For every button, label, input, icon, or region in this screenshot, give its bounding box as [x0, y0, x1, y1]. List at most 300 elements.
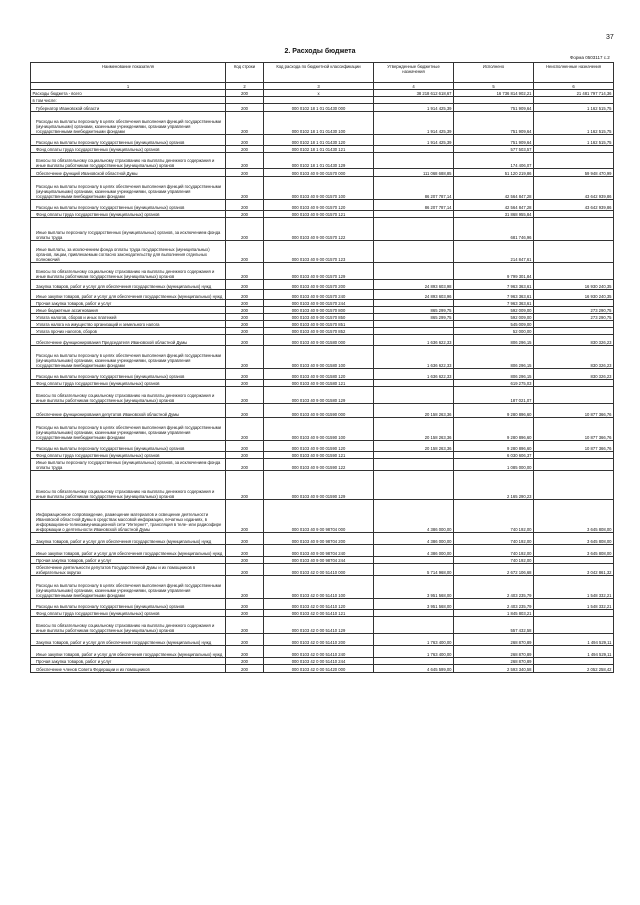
page-number: 37: [606, 34, 614, 41]
row-remaining: 3 645 808,00: [534, 533, 614, 545]
row-approved: [374, 658, 454, 665]
row-approved: 86 207 787,14: [374, 177, 454, 200]
col-number: 2: [226, 83, 264, 90]
row-budget-code: 000 0103 40 9 00 01580 100: [264, 346, 374, 369]
row-line-code: 200: [226, 290, 264, 300]
table-row: [31, 177, 614, 200]
row-line-code: 200: [226, 658, 264, 665]
row-approved: 1 636 622,33: [374, 346, 454, 369]
row-executed: 557 432,58: [454, 617, 534, 634]
row-executed: 7 963 363,61: [454, 290, 534, 300]
row-line-code: 200: [226, 335, 264, 346]
row-approved: 20 158 263,36: [374, 418, 454, 441]
row-executed: 740 192,00: [454, 557, 534, 564]
row-approved: [374, 211, 454, 218]
table-row: [31, 321, 614, 328]
row-budget-code: 000 0102 18 1 01 01430 129: [264, 153, 374, 169]
row-line-code: 200: [226, 314, 264, 321]
row-executed: 16 736 814 902,21: [454, 90, 534, 97]
row-approved: 24 893 603,98: [374, 280, 454, 290]
row-executed: 751 909,64: [454, 104, 534, 112]
row-remaining: [534, 471, 614, 500]
row-executed: 31 868 955,84: [454, 211, 534, 218]
row-remaining: 1 548 332,21: [534, 576, 614, 599]
row-name: в том числе:: [31, 97, 226, 104]
row-budget-code: 000 0103 40 9 00 98704 244: [264, 557, 374, 564]
row-remaining: 43 642 939,86: [534, 177, 614, 200]
row-remaining: 10 877 366,76: [534, 441, 614, 452]
row-approved: 4 645 599,00: [374, 665, 454, 673]
header-line-code: Код строки: [226, 63, 264, 83]
row-approved: [374, 97, 454, 104]
row-remaining: 43 642 939,86: [534, 200, 614, 211]
row-line-code: 200: [226, 533, 264, 545]
row-name: Иные бюджетные ассигнования: [31, 307, 226, 314]
row-budget-code: 000 0103 42 0 00 51410 000: [264, 564, 374, 576]
row-name: Обеспечение функционирования депутатов Ивановской областной Думы: [31, 404, 226, 418]
row-budget-code: 000 0103 40 9 00 01590 100: [264, 418, 374, 441]
row-approved: 4 386 000,00: [374, 500, 454, 533]
row-approved: 20 158 263,36: [374, 441, 454, 452]
row-line-code: 200: [226, 380, 264, 387]
row-line-code: 200: [226, 471, 264, 500]
row-line-code: 200: [226, 610, 264, 617]
table-row: [31, 307, 614, 314]
row-budget-code: 000 0103 40 9 00 01570 851: [264, 321, 374, 328]
row-line-code: 200: [226, 387, 264, 404]
row-approved: 4 386 000,00: [374, 545, 454, 557]
row-name: Обеспечение функций Ивановской областной Думы: [31, 169, 226, 177]
row-approved: 1 636 622,33: [374, 369, 454, 380]
row-line-code: 200: [226, 146, 264, 153]
row-approved: [374, 610, 454, 617]
row-line-code: 200: [226, 369, 264, 380]
row-approved: 38 218 612 618,67: [374, 90, 454, 97]
row-executed: 545 009,00: [454, 321, 534, 328]
row-name: Расходы на выплаты персоналу государственных (муниципальных) органов: [31, 369, 226, 380]
row-remaining: 10 877 366,76: [534, 418, 614, 441]
table-row: [31, 135, 614, 146]
row-budget-code: 000 0103 40 9 00 01590 129: [264, 471, 374, 500]
row-executed: 6 030 606,37: [454, 452, 534, 459]
row-executed: 174 406,07: [454, 153, 534, 169]
row-executed: 619 275,03: [454, 380, 534, 387]
row-remaining: [534, 658, 614, 665]
row-executed: 592 009,00: [454, 307, 534, 314]
table-row: [31, 658, 614, 665]
row-remaining: 16 930 240,35: [534, 290, 614, 300]
row-remaining: [534, 387, 614, 404]
table-row: [31, 646, 614, 658]
row-line-code: 200: [226, 263, 264, 280]
row-remaining: 1 162 515,75: [534, 112, 614, 135]
row-line-code: 200: [226, 200, 264, 211]
row-line-code: 200: [226, 634, 264, 646]
row-executed: 2 672 106,68: [454, 564, 534, 576]
row-executed: 806 296,15: [454, 369, 534, 380]
row-name: Взносы по обязательному социальному страхованию на выплаты денежного содержания и иные выплаты работникам государственных (муниципальных) органов: [31, 617, 226, 634]
row-budget-code: 000 0103 40 9 00 01570 800: [264, 307, 374, 314]
row-line-code: 200: [226, 404, 264, 418]
row-remaining: [534, 211, 614, 218]
row-line-code: 200: [226, 328, 264, 335]
row-line-code: 200: [226, 241, 264, 263]
row-name: Обеспечение деятельности депутатов Государственной Думы и их помощников в избирательных округах: [31, 564, 226, 576]
row-remaining: [534, 328, 614, 335]
row-remaining: 1 162 515,75: [534, 135, 614, 146]
row-executed: 1 085 000,00: [454, 459, 534, 471]
table-row: [31, 459, 614, 471]
row-budget-code: 000 0103 40 9 00 01570 121: [264, 211, 374, 218]
table-row: [31, 500, 614, 533]
row-approved: [374, 146, 454, 153]
row-line-code: 200: [226, 500, 264, 533]
row-budget-code: 000 0103 40 9 00 01580 121: [264, 380, 374, 387]
row-line-code: 200: [226, 177, 264, 200]
row-budget-code: 000 0103 40 9 00 01590 122: [264, 459, 374, 471]
row-line-code: [226, 97, 264, 104]
row-remaining: [534, 321, 614, 328]
table-row: [31, 346, 614, 369]
row-name: Губернатор Ивановской области: [31, 104, 226, 112]
row-line-code: 200: [226, 557, 264, 564]
row-name: Расходы на выплаты персоналу государственных (муниципальных) органов: [31, 441, 226, 452]
row-remaining: 273 290,75: [534, 314, 614, 321]
row-name: Расходы на выплаты персоналу в целях обеспечения выполнения функций государственными (муниципальными) органами, казенными учреждениями, органами управления государственными внебюджетными фондами: [31, 418, 226, 441]
row-name: Уплата налогов, сборов и иных платежей: [31, 314, 226, 321]
row-name: Иные выплаты персоналу государственных (муниципальных) органов, за исключением фонда оплаты труда: [31, 218, 226, 241]
row-name: Взносы по обязательному социальному страхованию на выплаты денежного содержания и иные выплаты работникам государственных (муниципальных) органов: [31, 153, 226, 169]
table-row: [31, 634, 614, 646]
table-row: [31, 328, 614, 335]
row-executed: 751 909,64: [454, 135, 534, 146]
row-budget-code: 000 0103 40 9 00 98704 000: [264, 500, 374, 533]
row-line-code: 200: [226, 307, 264, 314]
row-budget-code: 000 0103 40 9 00 98704 200: [264, 533, 374, 545]
row-remaining: [534, 97, 614, 104]
col-number: 5: [454, 83, 534, 90]
row-executed: 1 845 803,21: [454, 610, 534, 617]
row-line-code: 200: [226, 90, 264, 97]
table-row: [31, 369, 614, 380]
row-budget-code: 000 0103 40 9 00 98704 240: [264, 545, 374, 557]
row-approved: [374, 617, 454, 634]
row-executed: 740 192,00: [454, 500, 534, 533]
row-name: Прочая закупка товаров, работ и услуг: [31, 658, 226, 665]
row-approved: [374, 380, 454, 387]
row-remaining: 59 948 470,99: [534, 169, 614, 177]
row-approved: [374, 328, 454, 335]
row-name: Расходы на выплаты персоналу государственных (муниципальных) органов: [31, 200, 226, 211]
row-executed: 2 165 290,23: [454, 471, 534, 500]
row-name: Информационное сопровождение, размещение материалов и освещение деятельности Ивановской областной Думы в средствах массовой информации, печатных изданиях, в информационно-телекоммуникационной сети "Интернет", трансляция в теле- или радиоэфире информации о деятельности Ивановской областной Думы: [31, 500, 226, 533]
row-remaining: [534, 557, 614, 564]
row-line-code: 200: [226, 646, 264, 658]
row-remaining: 273 290,75: [534, 307, 614, 314]
table-row: [31, 452, 614, 459]
row-name: Закупка товаров, работ и услуг для обеспечения государственных (муниципальных) нужд: [31, 634, 226, 646]
table-row: [31, 146, 614, 153]
row-executed: [454, 97, 534, 104]
row-budget-code: 000 0103 40 9 00 01570 122: [264, 218, 374, 241]
row-budget-code: 000 0103 42 0 00 51410 244: [264, 658, 374, 665]
row-name: Иные закупки товаров, работ и услуг для обеспечения государственных (муниципальных) нужд: [31, 646, 226, 658]
row-line-code: 200: [226, 617, 264, 634]
row-executed: 268 870,89: [454, 646, 534, 658]
row-line-code: 200: [226, 211, 264, 218]
header-name: Наименование показателя: [31, 63, 226, 83]
row-name: Фонд оплаты труда государственных (муниципальных) органов: [31, 452, 226, 459]
row-executed: 577 503,57: [454, 146, 534, 153]
row-executed: 740 192,00: [454, 533, 534, 545]
row-executed: 9 280 896,60: [454, 418, 534, 441]
table-row: [31, 380, 614, 387]
row-name: Расходы на выплаты персоналу в целях обеспечения выполнения функций государственными (муниципальными) органами, казенными учреждениями, органами управления государственными внебюджетными фондами: [31, 177, 226, 200]
table-row: [31, 599, 614, 610]
col-number: 6: [534, 83, 614, 90]
row-name: Расходы на выплаты персоналу в целях обеспечения выполнения функций государственными (муниципальными) органами, казенными учреждениями, органами управления государственными внебюджетными фондами: [31, 576, 226, 599]
row-executed: 7 963 363,61: [454, 300, 534, 307]
row-approved: [374, 459, 454, 471]
row-budget-code: 000 0103 42 0 00 51410 240: [264, 646, 374, 658]
table-row: [31, 314, 614, 321]
row-approved: [374, 153, 454, 169]
row-executed: 806 296,15: [454, 346, 534, 369]
row-approved: 1 763 400,00: [374, 646, 454, 658]
table-row: [31, 665, 614, 673]
row-budget-code: 000 0103 40 9 00 01580 129: [264, 387, 374, 404]
row-executed: 2 403 235,79: [454, 599, 534, 610]
row-budget-code: 000 0103 40 9 00 01590 121: [264, 452, 374, 459]
row-approved: 1 636 622,33: [374, 335, 454, 346]
row-line-code: 200: [226, 545, 264, 557]
row-budget-code: 000 0103 40 9 00 01570 120: [264, 200, 374, 211]
row-name: Расходы на выплаты персоналу государственных (муниципальных) органов: [31, 599, 226, 610]
row-name: Иные выплаты, за исключением фонда оплаты труда государственных (муниципальных) органов, лицам, привлекаемым согласно законодательству для выполнения отдельных полномочий: [31, 241, 226, 263]
row-approved: 5 714 968,00: [374, 564, 454, 576]
row-name: Иные закупки товаров, работ и услуг для обеспечения государственных (муниципальных) нужд: [31, 290, 226, 300]
row-remaining: 830 326,23: [534, 369, 614, 380]
row-approved: 865 299,75: [374, 314, 454, 321]
row-approved: [374, 452, 454, 459]
row-name: Фонд оплаты труда государственных (муниципальных) органов: [31, 146, 226, 153]
row-executed: 187 021,07: [454, 387, 534, 404]
table-row: [31, 335, 614, 346]
row-remaining: 1 494 529,11: [534, 634, 614, 646]
row-approved: 111 068 688,85: [374, 169, 454, 177]
row-remaining: 3 645 808,00: [534, 545, 614, 557]
row-approved: [374, 557, 454, 564]
table-row: [31, 90, 614, 97]
row-name: Расходы бюджета - всего: [31, 90, 226, 97]
table-row: [31, 387, 614, 404]
row-approved: 1 914 425,39: [374, 104, 454, 112]
row-budget-code: 000 0103 40 9 00 01570 244: [264, 300, 374, 307]
col-number: 3: [264, 83, 374, 90]
row-remaining: [534, 459, 614, 471]
row-approved: [374, 300, 454, 307]
row-line-code: 200: [226, 346, 264, 369]
row-name: Взносы по обязательному социальному страхованию на выплаты денежного содержания и иные выплаты работникам государственных (муниципальных) органов: [31, 387, 226, 404]
row-name: Расходы на выплаты персоналу государственных (муниципальных) органов: [31, 135, 226, 146]
row-line-code: 200: [226, 321, 264, 328]
table-row: [31, 404, 614, 418]
row-name: Уплата налога на имущество организаций и земельного налога: [31, 321, 226, 328]
row-line-code: 200: [226, 576, 264, 599]
row-remaining: 16 930 240,35: [534, 280, 614, 290]
row-line-code: 200: [226, 153, 264, 169]
table-row: [31, 241, 614, 263]
row-line-code: 200: [226, 218, 264, 241]
row-remaining: 1 162 515,75: [534, 104, 614, 112]
table-row: [31, 200, 614, 211]
row-name: Иные закупки товаров, работ и услуг для обеспечения государственных (муниципальных) нужд: [31, 545, 226, 557]
table-row: [31, 153, 614, 169]
row-remaining: [534, 300, 614, 307]
row-approved: 4 386 000,00: [374, 533, 454, 545]
row-approved: 1 763 400,00: [374, 634, 454, 646]
row-line-code: 200: [226, 112, 264, 135]
row-approved: 3 951 568,00: [374, 599, 454, 610]
row-executed: 7 963 363,61: [454, 280, 534, 290]
row-budget-code: 000 0103 42 0 00 51420 000: [264, 665, 374, 673]
row-name: Прочая закупка товаров, работ и услуг: [31, 557, 226, 564]
header-executed: Исполнено: [454, 63, 534, 83]
row-remaining: [534, 146, 614, 153]
row-budget-code: 000 0102 18 1 01 01430 121: [264, 146, 374, 153]
row-name: Закупка товаров, работ и услуг для обеспечения государственных (муниципальных) нужд: [31, 533, 226, 545]
row-remaining: [534, 218, 614, 241]
row-line-code: 200: [226, 104, 264, 112]
expenses-table: [30, 62, 614, 673]
row-budget-code: 000 0102 18 1 01 01430 100: [264, 112, 374, 135]
row-executed: 740 192,00: [454, 545, 534, 557]
header-remaining: Неисполненные назначения: [534, 63, 614, 83]
row-budget-code: 000 0103 40 9 00 01570 850: [264, 314, 374, 321]
table-row: [31, 545, 614, 557]
row-budget-code: 000 0103 42 0 00 51410 200: [264, 634, 374, 646]
row-executed: 592 009,00: [454, 314, 534, 321]
row-approved: [374, 321, 454, 328]
form-code: Форма 0503117 с.2: [570, 55, 610, 60]
row-name: Фонд оплаты труда государственных (муниципальных) органов: [31, 380, 226, 387]
row-approved: [374, 218, 454, 241]
row-executed: 42 564 847,28: [454, 200, 534, 211]
row-name: Обеспечение функционирования Председателя Ивановской областной Думы: [31, 335, 226, 346]
row-line-code: 200: [226, 135, 264, 146]
row-approved: 1 914 425,39: [374, 112, 454, 135]
row-remaining: 2 052 258,42: [534, 665, 614, 673]
row-remaining: 830 326,23: [534, 346, 614, 369]
table-row: [31, 218, 614, 241]
row-name: Расходы на выплаты персоналу в целях обеспечения выполнения функций государственными (муниципальными) органами, казенными учреждениями, органами управления государственными внебюджетными фондами: [31, 112, 226, 135]
table-row: [31, 280, 614, 290]
row-budget-code: 000 0103 40 9 00 01570 000: [264, 169, 374, 177]
table-row: [31, 169, 614, 177]
row-line-code: 200: [226, 418, 264, 441]
row-budget-code: 000 0103 40 9 00 01570 240: [264, 290, 374, 300]
row-budget-code: 000 0103 42 0 00 51410 121: [264, 610, 374, 617]
row-line-code: 200: [226, 441, 264, 452]
row-line-code: 200: [226, 564, 264, 576]
row-name: Обеспечение членов Совета Федерации и их помощников: [31, 665, 226, 673]
row-name: Иные выплаты персоналу государственных (муниципальных) органов, за исключением фонда оплаты труда: [31, 459, 226, 471]
table-row: [31, 104, 614, 112]
header-budget-code: Код расхода по бюджетной классификации: [264, 63, 374, 83]
row-line-code: 200: [226, 665, 264, 673]
row-executed: 214 847,61: [454, 241, 534, 263]
row-approved: 865 299,75: [374, 307, 454, 314]
row-executed: 268 870,89: [454, 658, 534, 665]
row-remaining: 1 548 332,21: [534, 599, 614, 610]
row-executed: 9 799 301,84: [454, 263, 534, 280]
row-name: Фонд оплаты труда государственных (муниципальных) органов: [31, 610, 226, 617]
row-line-code: 200: [226, 280, 264, 290]
row-executed: 2 403 235,79: [454, 576, 534, 599]
table-row: [31, 564, 614, 576]
page-title: 2. Расходы бюджета: [284, 48, 356, 55]
row-approved: 24 893 603,96: [374, 290, 454, 300]
row-approved: [374, 241, 454, 263]
row-line-code: 200: [226, 459, 264, 471]
row-budget-code: 000 0103 42 0 00 51410 120: [264, 599, 374, 610]
table-row: [31, 112, 614, 135]
row-budget-code: 000 0103 40 9 00 01580 000: [264, 335, 374, 346]
row-remaining: [534, 452, 614, 459]
row-name: Закупка товаров, работ и услуг для обеспечения государственных (муниципальных) нужд: [31, 280, 226, 290]
row-budget-code: 000 0103 42 0 00 51410 129: [264, 617, 374, 634]
table-row: [31, 418, 614, 441]
row-executed: 2 593 340,58: [454, 665, 534, 673]
row-approved: [374, 387, 454, 404]
row-name: Взносы по обязательному социальному страхованию на выплаты денежного содержания и иные выплаты работникам государственных (муниципальных) органов: [31, 263, 226, 280]
row-budget-code: 000 0103 40 9 00 01570 123: [264, 241, 374, 263]
row-budget-code: 000 0103 40 9 00 01590 120: [264, 441, 374, 452]
row-remaining: 3 645 808,00: [534, 500, 614, 533]
row-name: Фонд оплаты труда государственных (муниципальных) органов: [31, 211, 226, 218]
table-row: [31, 290, 614, 300]
row-name: Взносы по обязательному социальному страхованию на выплаты денежного содержания и иные выплаты работникам государственных (муниципальных) органов: [31, 471, 226, 500]
table-row: [31, 576, 614, 599]
row-budget-code: 000 0102 18 1 01 01430 000: [264, 104, 374, 112]
row-remaining: [534, 263, 614, 280]
row-executed: 751 909,64: [454, 112, 534, 135]
table-row: [31, 441, 614, 452]
row-budget-code: 000 0103 40 9 00 01570 129: [264, 263, 374, 280]
row-approved: 3 951 568,00: [374, 576, 454, 599]
table-row: [31, 97, 614, 104]
table-row: [31, 617, 614, 634]
row-name: Прочая закупка товаров, работ и услуг: [31, 300, 226, 307]
row-remaining: [534, 380, 614, 387]
row-budget-code: 000 0103 40 9 00 01590 000: [264, 404, 374, 418]
row-executed: 681 746,96: [454, 218, 534, 241]
row-line-code: 200: [226, 452, 264, 459]
row-approved: [374, 263, 454, 280]
row-remaining: [534, 153, 614, 169]
table-row: [31, 557, 614, 564]
row-name: Расходы на выплаты персоналу в целях обеспечения выполнения функций государственными (муниципальными) органами, казенными учреждениями, органами управления государственными внебюджетными фондами: [31, 346, 226, 369]
row-budget-code: [264, 97, 374, 104]
row-remaining: 830 326,23: [534, 335, 614, 346]
row-executed: 9 280 896,60: [454, 404, 534, 418]
table-row: [31, 300, 614, 307]
col-number: 1: [31, 83, 226, 90]
row-budget-code: 000 0102 18 1 01 01430 120: [264, 135, 374, 146]
row-budget-code: 000 0103 40 9 00 01580 120: [264, 369, 374, 380]
row-remaining: 10 877 366,76: [534, 404, 614, 418]
row-approved: 20 158 263,36: [374, 404, 454, 418]
